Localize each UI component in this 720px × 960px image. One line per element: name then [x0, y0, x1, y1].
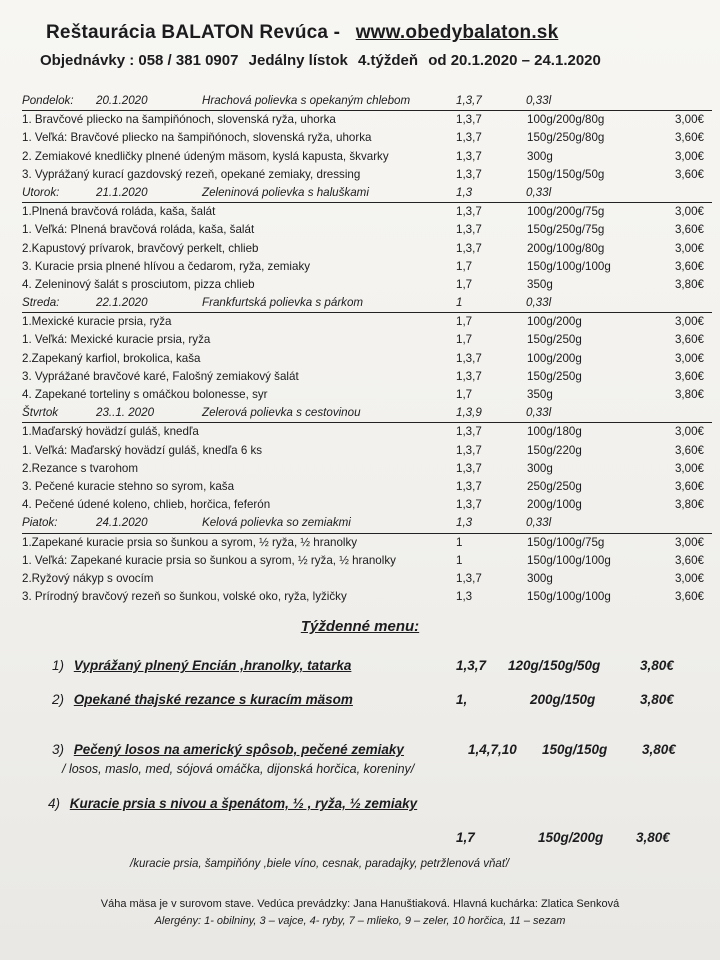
date-range: od 20.1.2020 – 24.1.2020 [428, 52, 601, 69]
menu-item-allergens: 1,7 [456, 315, 473, 329]
day-name: Piatok: [22, 516, 58, 530]
menu-item-row [22, 240, 712, 258]
menu-item-allergens: 1,3,7 [456, 461, 482, 475]
day-name: Utorok: [22, 185, 60, 199]
menu-item-row [22, 534, 712, 552]
weekly-item [52, 742, 404, 757]
menu-item-price: 3,00€ [674, 535, 704, 549]
menu-item-weight: 100g/200g/75g [527, 205, 605, 219]
menu-item-name: 3. Pečené kuracie stehno so syrom, kaša [22, 479, 235, 493]
menu-item-row [22, 368, 712, 386]
menu-item-allergens: 1,3 [456, 590, 473, 604]
weekly-item-weight: 200g/150g [530, 692, 596, 707]
weekly-item-allergens: 1, [456, 692, 468, 707]
soup-volume: 0,33l [526, 516, 552, 530]
restaurant-header [46, 22, 686, 44]
menu-item-row [22, 276, 712, 294]
order-line [40, 52, 710, 69]
menu-item-name: 4. Pečené údené koleno, chlieb, horčica, feferón [22, 498, 271, 512]
menu-item-allergens: 1,3,7 [456, 571, 482, 585]
soup-volume: 0,33l [526, 185, 552, 199]
weekly-item-name: Pečený losos na americký spôsob, pečené zemiaky [73, 742, 404, 757]
menu-item-price: 3,60€ [674, 590, 704, 604]
day-name: Streda: [22, 296, 60, 310]
menu-item-weight: 100g/200g/80g [527, 113, 605, 127]
menu-item-row [22, 313, 712, 331]
day-name: Pondelok: [22, 94, 74, 107]
menu-item-name: 2.Rezance s tvarohom [22, 461, 138, 475]
soup-name: Frankfurtská polievka s párkom [202, 296, 364, 310]
menu-item-price: 3,00€ [674, 571, 704, 585]
weekly-item-allergens: 1,4,7,10 [468, 742, 517, 757]
allergen-legend: Alergény: 1- obilniny, 3 – vajce, 4- ryby, 7 – mlieko, 9 – zeler, 10 horčica, 11 – sezam [154, 915, 566, 927]
weekly-item-allergens: 1,7 [456, 830, 475, 845]
weekly-item-price: 3,80€ [640, 658, 674, 673]
menu-item-row [22, 129, 712, 147]
menu-item-row [22, 331, 712, 349]
daily-menu-table [22, 92, 712, 606]
menu-item-row [22, 570, 712, 588]
menu-item-price: 3,80€ [674, 498, 704, 512]
weekly-item [52, 692, 353, 707]
menu-item-name: 1.Plnená bravčová roláda, kaša, šalát [22, 205, 216, 219]
menu-item-row [22, 221, 712, 239]
menu-item-price: 3,60€ [674, 479, 704, 493]
menu-item-name: 3. Kuracie prsia plnené hlívou a čedarom, ryža, zemiaky [22, 259, 311, 273]
menu-item-weight: 150g/220g [527, 443, 582, 457]
weekly-item [48, 796, 417, 811]
menu-item-row [22, 496, 712, 514]
menu-item-name: 1. Veľká: Mexické kuracie prsia, ryža [22, 333, 211, 347]
weekly-item-number: 1) [52, 658, 65, 673]
menu-item-allergens: 1 [456, 535, 463, 549]
menu-item-allergens: 1,3,7 [456, 241, 482, 255]
soup-volume: 0,33l [526, 94, 552, 107]
weekly-item-number: 3) [52, 742, 65, 757]
menu-item-weight: 150g/250g [527, 333, 582, 347]
menu-item-price: 3,60€ [674, 259, 704, 273]
menu-item-price: 3,60€ [674, 167, 704, 181]
menu-item-row [22, 386, 712, 404]
menu-item-name: 3. Vyprážané bravčové karé, Falošný zemiakový šalát [22, 369, 299, 383]
day-date: 20.1.2020 [96, 94, 148, 107]
menu-item-name: 1. Veľká: Zapekané kuracie prsia so šunkou a syrom, ½ ryža, ½ hranolky [22, 553, 396, 567]
menu-item-allergens: 1,3,7 [456, 479, 482, 493]
menu-item-name: 2.Ryžový nákyp s ovocím [22, 571, 154, 585]
soup-allergens: 1,3 [456, 516, 473, 530]
menu-item-name: 2.Zapekaný karfiol, brokolica, kaša [22, 351, 201, 365]
menu-item-price: 3,60€ [674, 553, 704, 567]
menu-item-allergens: 1,7 [456, 388, 473, 401]
menu-item-weight: 350g [527, 388, 553, 401]
menu-item-allergens: 1,3,7 [456, 205, 482, 219]
weekly-item-weight: 150g/200g [538, 830, 604, 845]
menu-item-allergens: 1,3,7 [456, 498, 482, 512]
menu-item-allergens: 1,3,7 [456, 223, 482, 237]
menu-item-weight: 150g/100g/100g [527, 590, 611, 604]
menu-item-weight: 200g/100g/80g [527, 241, 605, 255]
menu-item-allergens: 1,3,7 [456, 425, 482, 439]
weekly-item-price: 3,80€ [636, 830, 670, 845]
menu-item-name: 4. Zapekané torteliny s omáčkou bolonesse, syr [22, 388, 268, 401]
weekly-item-name: Opekané thajské rezance s kuracím mäsom [73, 692, 353, 707]
menu-item-weight: 150g/250g/80g [527, 131, 605, 145]
menu-item-row [22, 588, 712, 606]
menu-item-price: 3,00€ [674, 205, 704, 219]
weekly-item-note: /kuracie prsia, šampiňóny ,biele víno, cesnak, paradajky, petržlenová vňať/ [130, 858, 510, 870]
menu-item-weight: 150g/100g/75g [527, 535, 605, 549]
menu-item-price: 3,80€ [674, 277, 704, 291]
weekly-item-weight: 150g/150g [542, 742, 608, 757]
weekly-item-price: 3,80€ [640, 692, 674, 707]
weekly-item-number: 2) [52, 692, 65, 707]
menu-item-row [22, 460, 712, 478]
menu-item-weight: 150g/250g [527, 369, 582, 383]
menu-item-row [22, 111, 712, 129]
menu-item-weight: 100g/200g [527, 315, 582, 329]
menu-item-allergens: 1,3,7 [456, 149, 482, 163]
weekly-item-note: / losos, maslo, med, sójová omáčka, dijonská horčica, koreniny/ [62, 762, 415, 776]
day-header-row [22, 184, 712, 203]
menu-item-allergens: 1 [456, 553, 463, 567]
menu-item-weight: 100g/180g [527, 425, 582, 439]
menu-item-row [22, 166, 712, 184]
menu-item-name: 1.Mexické kuracie prsia, ryža [22, 315, 172, 329]
menu-item-weight: 150g/150g/50g [527, 167, 605, 181]
menu-item-price: 3,60€ [674, 131, 704, 145]
menu-item-weight: 100g/200g [527, 351, 582, 365]
menu-item-row [22, 148, 712, 166]
weekly-item [52, 658, 351, 673]
menu-item-name: 1. Veľká: Plnená bravčová roláda, kaša, šalát [22, 223, 255, 237]
menu-item-price: 3,60€ [674, 443, 704, 457]
weekly-menu-title: Týždenné menu: [300, 618, 420, 635]
website-link[interactable]: www.obedybalaton.sk [355, 22, 559, 43]
menu-item-name: 4. Zeleninový šalát s prosciutom, pizza chlieb [22, 277, 255, 291]
menu-item-weight: 250g/250g [527, 479, 582, 493]
soup-allergens: 1,3 [456, 185, 473, 199]
weekly-item-number: 4) [48, 796, 61, 811]
weekly-item-price: 3,80€ [642, 742, 676, 757]
staff-note: Váha mäsa je v surovom stave. Vedúca prevádzky: Jana Hanuštiaková. Hlavná kuchárka: Zlatica Senková [100, 898, 620, 910]
menu-item-price: 3,00€ [674, 425, 704, 439]
soup-allergens: 1,3,9 [456, 406, 482, 420]
menu-item-price: 3,00€ [674, 241, 704, 255]
soup-name: Zelerová polievka s cestovinou [202, 406, 361, 420]
day-date: 24.1.2020 [96, 516, 148, 530]
menu-item-weight: 350g [527, 277, 553, 291]
soup-volume: 0,33l [526, 296, 552, 310]
soup-name: Kelová polievka so zemiakmi [202, 516, 351, 530]
menu-item-row [22, 258, 712, 276]
soup-allergens: 1,3,7 [456, 94, 482, 107]
menu-item-price: 3,00€ [674, 315, 704, 329]
weekly-item-name: Vyprážaný plnený Encián ,hranolky, tatarka [73, 658, 352, 673]
menu-item-allergens: 1,3,7 [456, 113, 482, 127]
menu-item-price: 3,60€ [674, 333, 704, 347]
menu-item-weight: 200g/100g [527, 498, 582, 512]
menu-item-price: 3,60€ [674, 223, 704, 237]
menu-item-weight: 300g [527, 571, 553, 585]
day-date: 23..1. 2020 [96, 406, 155, 420]
menu-item-price: 3,60€ [674, 369, 704, 383]
day-name: Štvrtok [22, 406, 59, 420]
menu-item-allergens: 1,3,7 [456, 351, 482, 365]
day-date: 21.1.2020 [96, 185, 148, 199]
menu-item-name: 1. Veľká: Maďarský hovädzí guláš, knedľa 6 ks [22, 443, 263, 457]
menu-item-allergens: 1,3,7 [456, 131, 482, 145]
menu-item-price: 3,00€ [674, 351, 704, 365]
menu-item-row [22, 423, 712, 441]
day-header-row [22, 404, 712, 423]
weekly-item-name: Kuracie prsia s nivou a špenátom, ½ , ryža, ½ zemiaky [69, 796, 418, 811]
menu-item-name: 1. Veľká: Bravčové pliecko na šampiňónoch, slovenská ryža, uhorka [22, 131, 372, 145]
menu-item-weight: 300g [527, 149, 553, 163]
menu-item-row [22, 350, 712, 368]
soup-name: Zeleninová polievka s haluškami [202, 185, 369, 199]
day-date: 22.1.2020 [96, 296, 148, 310]
menu-item-allergens: 1,7 [456, 333, 473, 347]
menu-item-price: 3,00€ [674, 113, 704, 127]
menu-item-weight: 150g/250g/75g [527, 223, 605, 237]
menu-item-weight: 150g/100g/100g [527, 259, 611, 273]
orders-phone: Objednávky : 058 / 381 0907 [40, 52, 239, 69]
menu-item-name: 3. Vyprážaný kurací gazdovský rezeň, opekané zemiaky, dressing [22, 167, 361, 181]
menu-item-price: 3,80€ [674, 388, 704, 401]
menu-item-name: 2. Zemiakové knedličky plnené údeným mäsom, kyslá kapusta, škvarky [22, 149, 389, 163]
restaurant-title: Reštaurácia BALATON Revúca - [46, 22, 341, 43]
menu-item-allergens: 1,7 [456, 277, 473, 291]
day-header-row [22, 514, 712, 533]
soup-volume: 0,33l [526, 406, 552, 420]
menu-item-name: 1.Zapekané kuracie prsia so šunkou a syrom, ½ ryža, ½ hranolky [22, 535, 358, 549]
menu-item-row [22, 552, 712, 570]
menu-item-name: 3. Prírodný bravčový rezeň so šunkou, volské oko, ryža, lyžičky [22, 590, 347, 604]
menu-item-name: 1.Maďarský hovädzí guláš, knedľa [22, 425, 199, 439]
weekly-item-weight: 120g/150g/50g [508, 658, 601, 673]
menu-item-weight: 150g/100g/100g [527, 553, 611, 567]
menu-item-name: 1. Bravčové pliecko na šampiňónoch, slovenská ryža, uhorka [22, 113, 336, 127]
day-header-row [22, 92, 712, 111]
soup-allergens: 1 [456, 296, 463, 310]
day-header-row [22, 294, 712, 313]
week-label: 4.týždeň [358, 52, 419, 69]
weekly-item-allergens: 1,3,7 [456, 658, 487, 673]
menu-item-row [22, 442, 712, 460]
menu-item-price: 3,00€ [674, 149, 704, 163]
menu-item-row [22, 203, 712, 221]
menu-item-allergens: 1,3,7 [456, 443, 482, 457]
menu-item-allergens: 1,3,7 [456, 369, 482, 383]
menu-item-allergens: 1,7 [456, 259, 473, 273]
menu-item-name: 2.Kapustový prívarok, bravčový perkelt, chlieb [22, 241, 259, 255]
menu-label: Jedálny lístok [248, 52, 348, 69]
soup-name: Hrachová polievka s opekaným chlebom [202, 94, 411, 107]
menu-item-allergens: 1,3,7 [456, 167, 482, 181]
menu-item-price: 3,00€ [674, 461, 704, 475]
menu-item-weight: 300g [527, 461, 553, 475]
menu-item-row [22, 478, 712, 496]
